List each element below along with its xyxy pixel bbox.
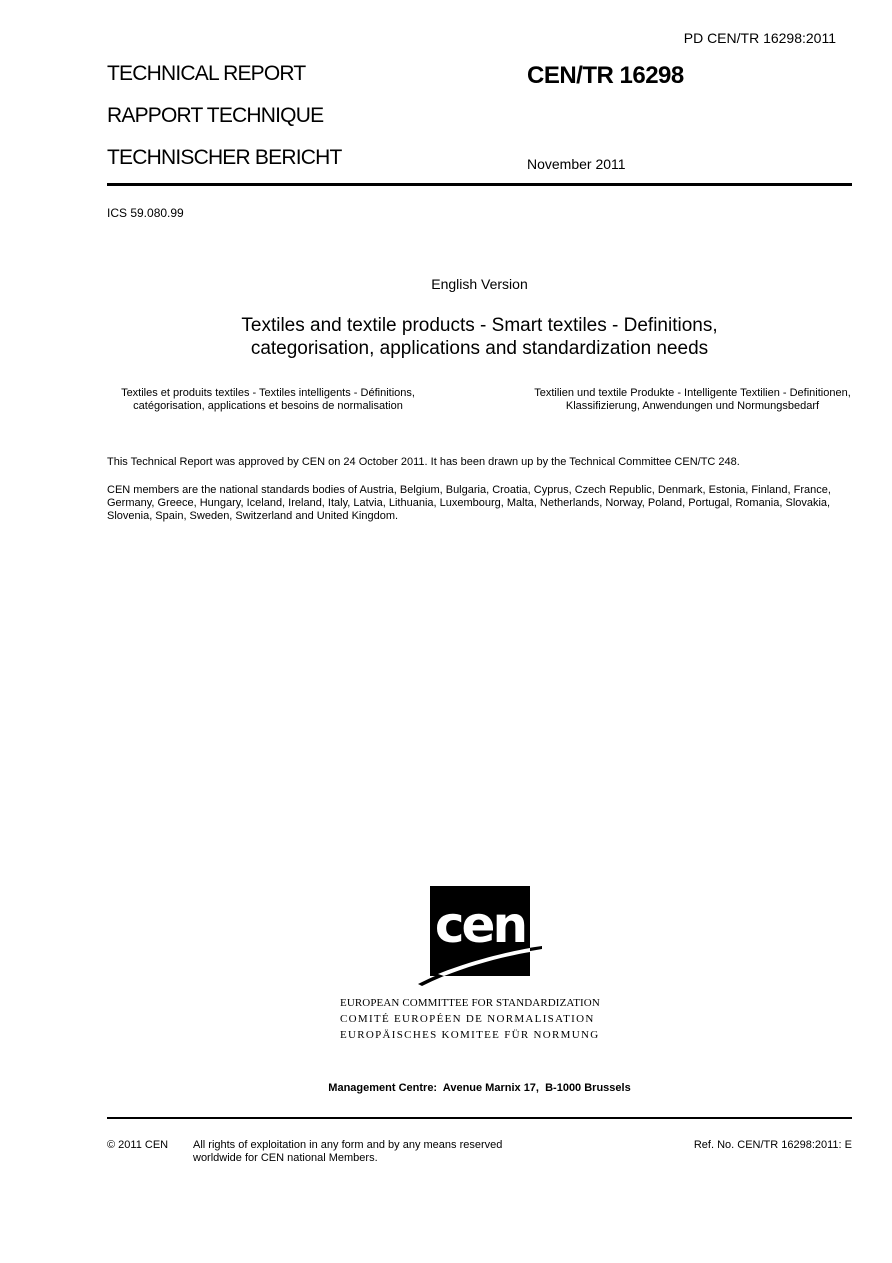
committee-name-english: EUROPEAN COMMITTEE FOR STANDARDIZATION <box>340 997 600 1009</box>
main-title <box>107 314 852 360</box>
publication-date: November 2011 <box>527 156 626 172</box>
footer-divider <box>107 1117 852 1119</box>
committee-name-german: EUROPÄISCHES KOMITEE FÜR NORMUNG <box>340 1029 600 1041</box>
rights-line-2: worldwide for CEN national Members. <box>193 1152 378 1164</box>
report-type-english: TECHNICAL REPORT <box>107 62 306 85</box>
logo-text: cen <box>434 896 526 954</box>
report-type-german: TECHNISCHER BERICHT <box>107 146 342 169</box>
version-label: English Version <box>431 276 528 292</box>
rights-line-1: All rights of exploitation in any form and by any means reserved <box>193 1139 503 1151</box>
main-title-line-1: Textiles and textile products - Smart textiles - Definitions, <box>241 315 718 336</box>
pd-document-id: PD CEN/TR 16298:2011 <box>683 30 836 46</box>
report-type-french: RAPPORT TECHNIQUE <box>107 104 324 127</box>
committee-name-french: COMITÉ EUROPÉEN DE NORMALISATION <box>340 1013 595 1025</box>
members-statement: CEN members are the national standards bodies of Austria, Belgium, Bulgaria, Croatia, Cyprus, Czech Republic, Denmark, Estonia, Finland, France, Germany, Greece, Hungary, Iceland, Ireland, Italy, Latvia, Lithuania, Luxembourg, Malta, Netherlands, Norway, Poland, Portugal, Romania, Slovakia, Slovenia, Spain, Sweden, Switzerland and United Kingdom. <box>107 484 831 522</box>
document-number: CEN/TR 16298 <box>527 62 684 89</box>
ics-code: ICS 59.080.99 <box>107 206 184 220</box>
title-french: Textiles et produits textiles - Textiles intelligents - Définitions, catégorisation, applications et besoins de normalisation <box>121 387 415 412</box>
reference-number: Ref. No. CEN/TR 16298:2011: E <box>693 1139 852 1151</box>
approval-statement: This Technical Report was approved by CEN on 24 October 2011. It has been drawn up by the Technical Committee CEN/TC 248. <box>107 456 740 468</box>
header-divider <box>107 183 852 186</box>
title-german: Textilien und textile Produkte - Intelligente Textilien - Definitionen, Klassifizierung, Anwendungen und Normungsbedarf <box>534 387 851 412</box>
cen-logo-icon <box>418 886 542 986</box>
rights-statement <box>193 1139 553 1165</box>
main-title-line-2: categorisation, applications and standardization needs <box>250 338 709 359</box>
copyright-notice: © 2011 CEN <box>107 1139 169 1151</box>
management-centre-address: Management Centre: Avenue Marnix 17, B-1000 Brussels <box>328 1082 631 1094</box>
